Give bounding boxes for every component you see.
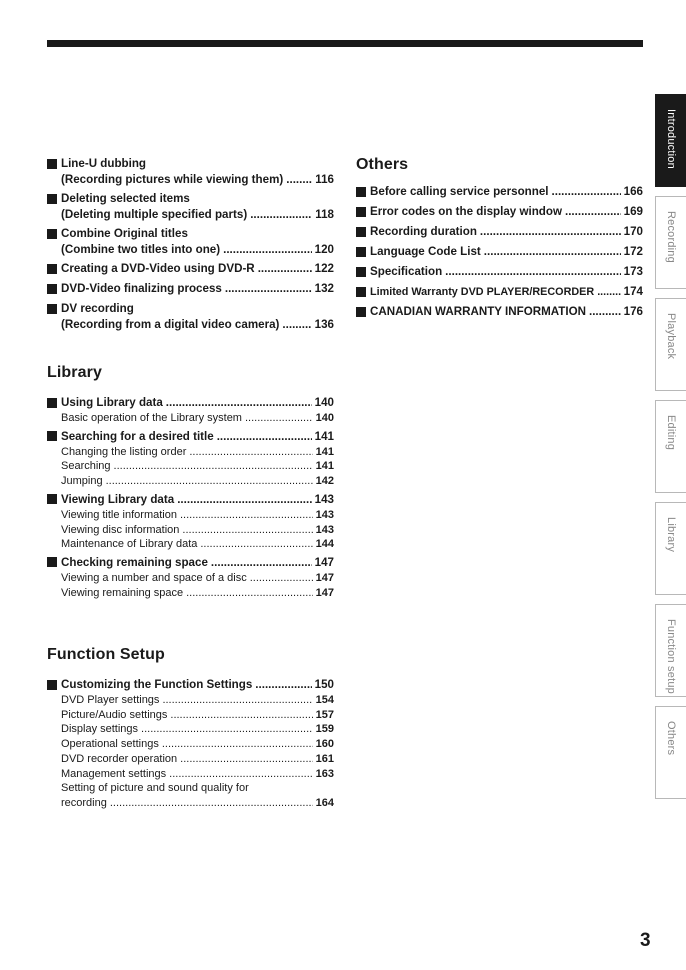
- toc-page-number: 172: [623, 245, 643, 258]
- section-title-others: Others: [356, 156, 409, 173]
- tab-playback[interactable]: [655, 298, 686, 391]
- toc-entry-label: Language Code List: [370, 245, 481, 258]
- tab-label: Recording: [665, 211, 677, 263]
- leader-dots: [250, 207, 312, 223]
- toc-subentry[interactable]: [47, 411, 334, 426]
- toc-entry-label: DVD-Video finalizing process: [61, 282, 222, 295]
- toc-entry[interactable]: [356, 244, 643, 260]
- toc-entry-label: Combine Original titles: [61, 227, 188, 240]
- toc-entry-label: Creating a DVD-Video using DVD-R: [61, 262, 255, 275]
- square-bullet-icon: [356, 207, 366, 217]
- leader-dots: [589, 304, 621, 320]
- square-bullet-icon: [47, 264, 57, 274]
- leader-dots: [223, 242, 312, 258]
- leader-dots: [245, 411, 313, 426]
- toc-entry-label: Recording duration: [370, 225, 477, 238]
- square-bullet-icon: [47, 194, 57, 204]
- leader-dots: [166, 395, 312, 411]
- toc-entry-label: CANADIAN WARRANTY INFORMATION: [370, 305, 586, 318]
- leader-dots: [189, 445, 312, 460]
- toc-entry-label: Customizing the Function Settings: [61, 678, 253, 691]
- leader-dots: [106, 474, 313, 489]
- toc-entry[interactable]: [356, 184, 643, 200]
- leader-dots: [286, 172, 312, 188]
- tab-label: Playback: [665, 313, 677, 360]
- section-title-function-setup: Function Setup: [47, 646, 165, 663]
- square-bullet-icon: [47, 398, 57, 408]
- chapter-tabs: [655, 0, 686, 970]
- leader-dots: [217, 429, 312, 445]
- tab-recording[interactable]: [655, 196, 686, 289]
- toc-editing-continued: [47, 156, 334, 333]
- toc-page-number: 170: [623, 225, 643, 238]
- toc-subentry-label: Setting of picture and sound quality for: [61, 782, 249, 795]
- toc-subentry-label: Viewing a number and space of a disc: [61, 571, 247, 584]
- toc-subentry[interactable]: [47, 708, 334, 723]
- leader-dots: [445, 264, 621, 280]
- toc-page-number: 143: [314, 492, 334, 506]
- toc-page-number: 147: [315, 586, 334, 599]
- leader-dots: [110, 796, 313, 811]
- toc-page-number: 118: [315, 208, 334, 221]
- toc-page-number: 147: [315, 571, 334, 584]
- toc-subentry[interactable]: [47, 737, 334, 752]
- tab-label: Introduction: [665, 109, 677, 169]
- toc-subentry-label: Basic operation of the Library system: [61, 412, 242, 424]
- toc-function-setup-section: [47, 646, 334, 811]
- square-bullet-icon: [356, 247, 366, 257]
- leader-dots: [182, 523, 312, 538]
- leader-dots: [170, 708, 312, 723]
- toc-page-number: 140: [314, 396, 334, 409]
- toc-entry[interactable]: [47, 301, 334, 333]
- leader-dots: [552, 184, 621, 200]
- leader-dots: [180, 752, 312, 767]
- toc-subentry[interactable]: [47, 445, 334, 460]
- toc-entry-label: Searching for a desired title: [61, 429, 214, 443]
- leader-dots: [169, 767, 312, 782]
- toc-entry[interactable]: [356, 224, 643, 240]
- leader-dots: [597, 284, 620, 300]
- toc-entry[interactable]: [47, 429, 334, 445]
- toc-subentry[interactable]: [47, 767, 334, 782]
- header-rule: [47, 40, 643, 47]
- toc-page-number: 141: [315, 445, 334, 458]
- tab-introduction[interactable]: [655, 94, 686, 187]
- page-number: 3: [640, 930, 651, 951]
- toc-subentry-label: Changing the listing order: [61, 445, 187, 458]
- leader-dots: [255, 677, 311, 693]
- toc-subentry[interactable]: [47, 523, 334, 538]
- leader-dots: [225, 281, 312, 297]
- toc-entry[interactable]: [47, 191, 334, 223]
- toc-subentry[interactable]: [47, 693, 334, 708]
- tab-label: Function setup: [665, 619, 677, 694]
- toc-subentry-label: DVD recorder operation: [61, 752, 178, 765]
- toc-others-section: [356, 156, 643, 320]
- toc-page-number: 147: [314, 555, 334, 569]
- toc-entry[interactable]: [47, 226, 334, 258]
- toc-entry[interactable]: [356, 264, 643, 280]
- toc-page-number: 143: [315, 523, 334, 536]
- toc-entry[interactable]: [356, 204, 643, 220]
- toc-page-number: 142: [315, 475, 334, 488]
- square-bullet-icon: [356, 287, 366, 297]
- toc-entry-label: DV recording: [61, 302, 134, 315]
- toc-entry-label: (Combine two titles into one): [61, 243, 221, 256]
- square-bullet-icon: [47, 557, 57, 567]
- toc-page-number: 150: [314, 678, 334, 691]
- toc-subentry[interactable]: [47, 537, 334, 552]
- toc-subentry-label: Viewing disc information: [61, 523, 180, 536]
- toc-subentry-label: Maintenance of Library data: [61, 538, 198, 551]
- toc-entry-label: Error codes on the display window: [370, 205, 562, 218]
- toc-subentry-label: Jumping: [61, 475, 103, 488]
- toc-page-number: 141: [315, 460, 334, 473]
- toc-page-number: 166: [623, 185, 643, 198]
- square-bullet-icon: [47, 680, 57, 690]
- leader-dots: [200, 537, 312, 552]
- square-bullet-icon: [356, 227, 366, 237]
- square-bullet-icon: [47, 304, 57, 314]
- leader-dots: [565, 204, 621, 220]
- toc-entry[interactable]: [356, 304, 643, 320]
- toc-entry-label: Viewing Library data: [61, 492, 175, 506]
- toc-page-number: 122: [314, 262, 334, 275]
- section-title-library: Library: [47, 364, 102, 381]
- toc-entry-label: Before calling service personnel: [370, 185, 549, 198]
- toc-page-number: 143: [315, 508, 334, 521]
- square-bullet-icon: [356, 307, 366, 317]
- tab-editing[interactable]: [655, 400, 686, 493]
- toc-entry-label: (Recording pictures while viewing them): [61, 173, 284, 186]
- toc-page-number: 120: [314, 243, 334, 256]
- square-bullet-icon: [356, 187, 366, 197]
- toc-entry[interactable]: [47, 156, 334, 188]
- toc-entry[interactable]: [47, 261, 334, 277]
- toc-entry[interactable]: [47, 555, 334, 571]
- tab-label: Library: [665, 517, 677, 553]
- toc-entry[interactable]: [47, 281, 334, 297]
- toc-entry-label: Limited Warranty DVD PLAYER/RECORDER: [370, 286, 595, 298]
- toc-entry-label: Deleting selected items: [61, 192, 190, 205]
- tab-function-setup[interactable]: [655, 604, 686, 697]
- square-bullet-icon: [47, 284, 57, 294]
- toc-page-number: 176: [623, 305, 643, 318]
- toc-entry[interactable]: [356, 284, 643, 300]
- toc-entry-label: (Deleting multiple specified parts): [61, 208, 248, 221]
- toc-subentry[interactable]: [47, 459, 334, 474]
- toc-subentry-label: DVD Player settings: [61, 694, 160, 706]
- toc-page-number: 157: [315, 708, 334, 721]
- leader-dots: [484, 244, 621, 260]
- toc-entry-label: Line-U dubbing: [61, 157, 147, 170]
- square-bullet-icon: [47, 229, 57, 239]
- leader-dots: [480, 224, 621, 240]
- leader-dots: [258, 261, 312, 277]
- toc-page-number: 136: [314, 318, 334, 331]
- leader-dots: [282, 317, 311, 333]
- toc-page-number: 144: [315, 538, 334, 551]
- toc-page-number: 160: [315, 738, 334, 751]
- toc-subentry[interactable]: [47, 586, 334, 601]
- toc-entry-label: Specification: [370, 265, 443, 278]
- toc-page-number: 164: [315, 796, 334, 809]
- square-bullet-icon: [47, 431, 57, 441]
- toc-subentry-label: Viewing remaining space: [61, 586, 184, 599]
- toc-subentry-label: Operational settings: [61, 738, 159, 751]
- toc-subentry[interactable]: [47, 474, 334, 489]
- toc-entry-label: (Recording from a digital video camera): [61, 318, 280, 331]
- leader-dots: [114, 459, 313, 474]
- tab-others[interactable]: [655, 706, 686, 799]
- toc-library-section: [47, 364, 334, 600]
- tab-library[interactable]: [655, 502, 686, 595]
- square-bullet-icon: [47, 494, 57, 504]
- leader-dots: [162, 737, 313, 752]
- toc-page-number: 173: [623, 265, 643, 278]
- leader-dots: [250, 571, 313, 586]
- leader-dots: [162, 693, 312, 708]
- toc-page-number: 161: [315, 752, 334, 765]
- tab-label: Editing: [665, 415, 677, 451]
- leader-dots: [141, 722, 313, 737]
- toc-subentry[interactable]: [47, 722, 334, 737]
- square-bullet-icon: [47, 159, 57, 169]
- toc-entry-label: Using Library data: [61, 396, 163, 409]
- toc-page-number: 169: [623, 205, 643, 218]
- toc-entry-label: Checking remaining space: [61, 555, 208, 569]
- toc-entry[interactable]: [47, 395, 334, 411]
- toc-subentry[interactable]: [47, 796, 334, 811]
- toc-subentry-label: Management settings: [61, 767, 167, 780]
- leader-dots: [180, 508, 313, 523]
- toc-subentry[interactable]: [47, 781, 334, 796]
- leader-dots: [211, 555, 312, 571]
- toc-subentry[interactable]: [47, 752, 334, 767]
- toc-subentry[interactable]: [47, 508, 334, 523]
- toc-page-number: 163: [315, 767, 334, 780]
- toc-subentry-label: recording: [61, 796, 107, 809]
- toc-entry[interactable]: [47, 492, 334, 508]
- leader-dots: [177, 492, 311, 508]
- toc-subentry-label: Display settings: [61, 723, 139, 736]
- toc-subentry[interactable]: [47, 571, 334, 586]
- toc-page-number: 141: [314, 429, 334, 443]
- toc-page-number: 140: [315, 412, 334, 424]
- square-bullet-icon: [356, 267, 366, 277]
- toc-page-number: 174: [623, 285, 643, 298]
- toc-entry[interactable]: [47, 677, 334, 693]
- toc-subentry-label: Viewing title information: [61, 508, 177, 521]
- toc-page-number: 159: [315, 723, 334, 736]
- toc-page-number: 154: [315, 694, 334, 706]
- toc-page-number: 116: [315, 173, 334, 186]
- leader-dots: [186, 586, 313, 601]
- tab-label: Others: [665, 721, 677, 756]
- toc-subentry-label: Picture/Audio settings: [61, 708, 168, 721]
- toc-page-number: 132: [314, 282, 334, 295]
- toc-subentry-label: Searching: [61, 460, 111, 473]
